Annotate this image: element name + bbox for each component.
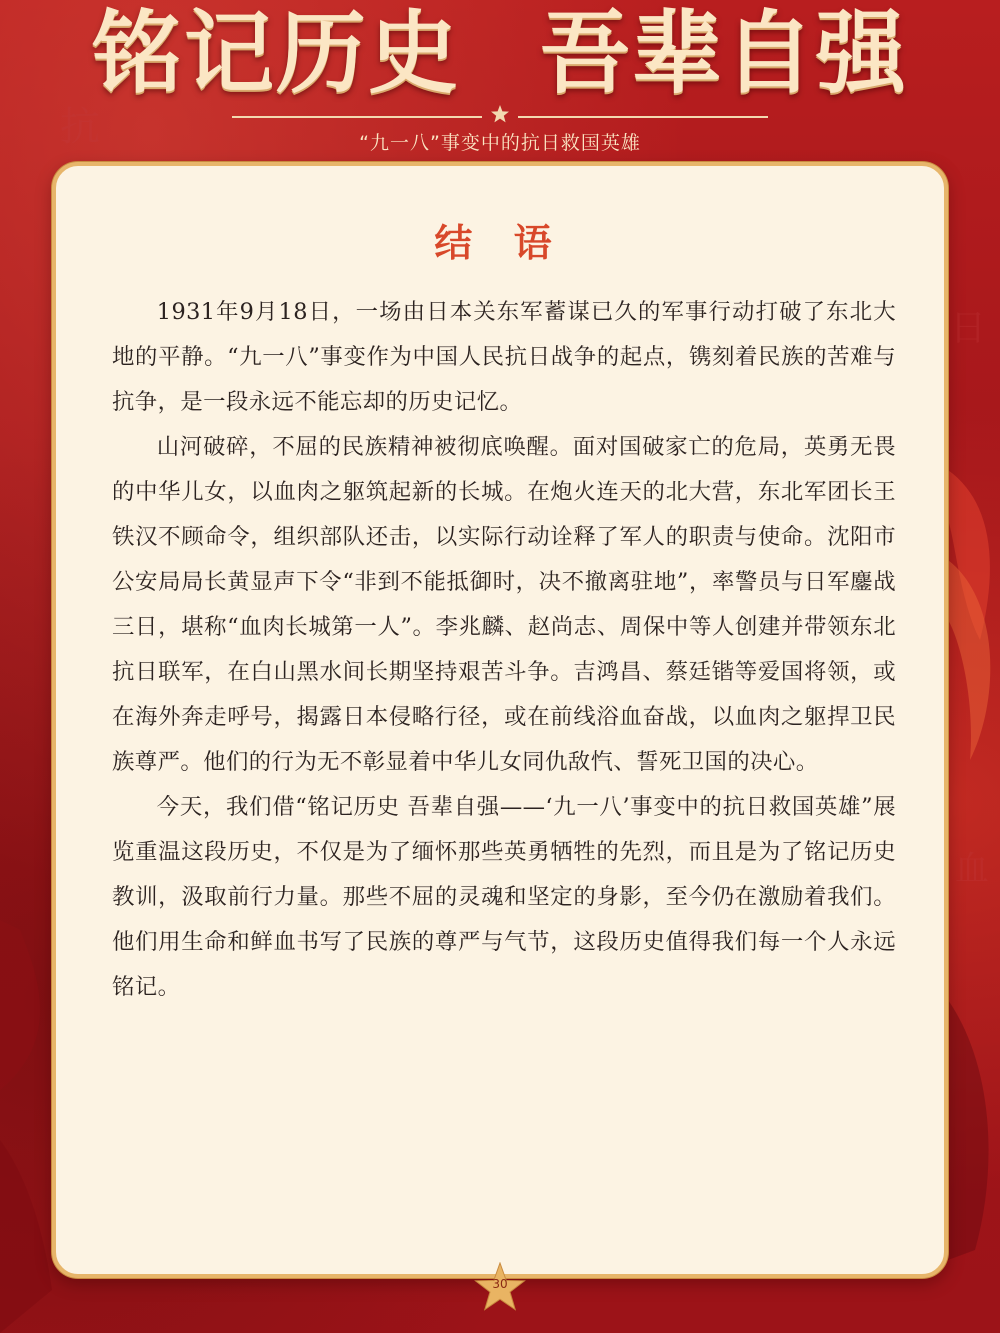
body-text bbox=[112, 290, 896, 1010]
svg-text:日: 日 bbox=[950, 308, 987, 349]
exhibition-subtitle: “九一八”事变中的抗日救国英雄 bbox=[359, 132, 641, 154]
star-icon bbox=[490, 104, 510, 124]
divider-line-right bbox=[518, 116, 768, 118]
title-left: 铭记历史 bbox=[92, 1, 460, 106]
title-right: 吾辈自强 bbox=[540, 1, 908, 106]
paragraph-2: 山河破碎，不屈的民族精神被彻底唤醒。面对国破家亡的危局，英勇无畏的中华儿女，以血肉之躯筑起新的长城。在炮火连天的北大营，东北军团长王铁汉不顾命令，组织部队还击，以实际行动诠释了军人的职责与使命。沈阳市公安局局长黄显声下令“非到不能抵御时，决不撤离驻地”，率警员与日军鏖战三日，堪称“血肉长城第一人”。李兆麟、赵尚志、周保中等人创建并带领东北抗日联军，在白山黑水间长期坚持艰苦斗争。吉鸿昌、蔡廷锴等爱国将领，或在海外奔走呼号，揭露日本侵略行径，或在前线浴血奋战，以血肉之躯捍卫民族尊严。他们的行为无不彰显着中华儿女同仇敌忾、誓死卫国的决心。 bbox=[112, 434, 896, 775]
page-header bbox=[0, 0, 1000, 170]
section-heading: 结 语 bbox=[434, 221, 566, 265]
svg-text:血: 血 bbox=[955, 849, 989, 889]
divider-line-left bbox=[232, 116, 482, 118]
page-number: 30 bbox=[492, 1277, 508, 1291]
svg-text:抗: 抗 bbox=[60, 104, 100, 150]
exhibition-title bbox=[0, 1, 1000, 106]
paragraph-1: 1931年9月18日，一场由日本关东军蓄谋已久的军事行动打破了东北大地的平静。“九一八”事变作为中国人民抗日战争的起点，镌刻着民族的苦难与抗争，是一段永远不能忘却的历史记忆。 bbox=[112, 299, 896, 415]
content-panel bbox=[52, 162, 948, 1278]
paragraph-3: 今天，我们借“铭记历史 吾辈自强——‘九一八’事变中的抗日救国英雄”展览重温这段历史，不仅是为了缅怀那些英勇牺牲的先烈，而且是为了铭记历史教训，汲取前行力量。那些不屈的灵魂和坚定的身影，至今仍在激励着我们。他们用生命和鲜血书写了民族的尊严与气节，这段历史值得我们每一个人永远铭记。 bbox=[112, 794, 896, 1000]
